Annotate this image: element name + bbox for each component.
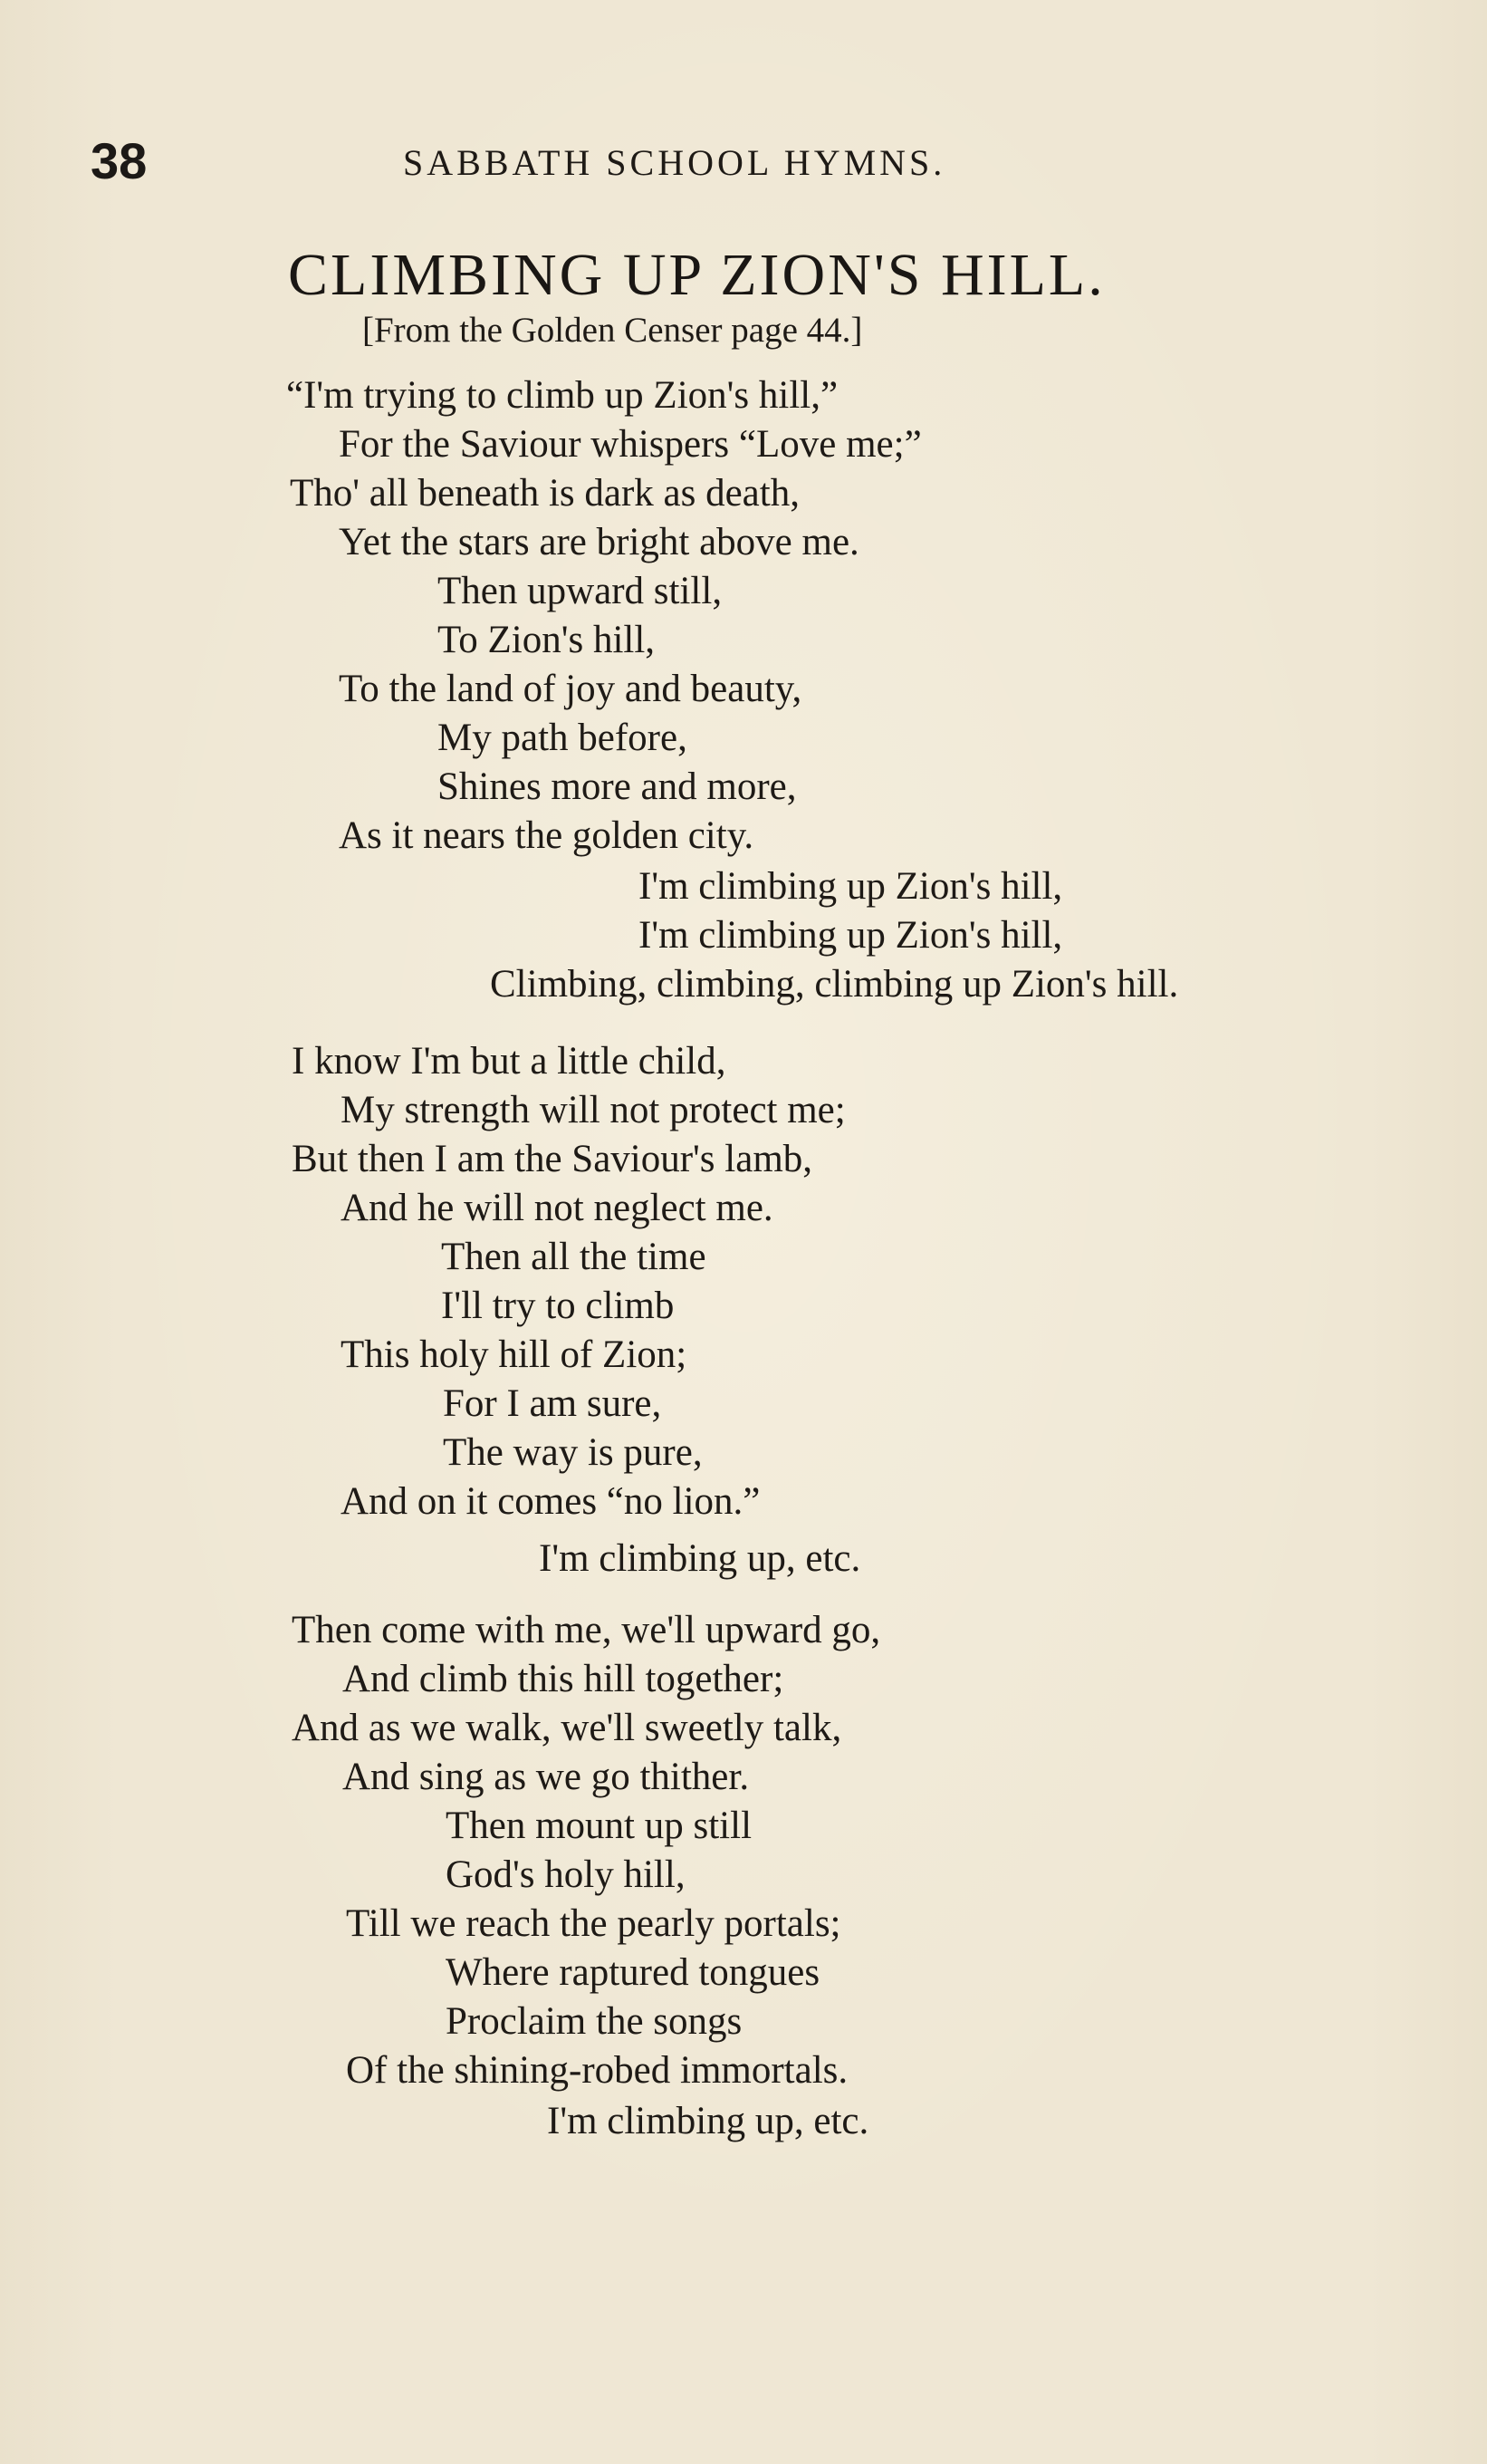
- verse-line: To the land of joy and beauty,: [339, 668, 802, 710]
- verse-line: I'm climbing up, etc.: [539, 1537, 861, 1580]
- verse-line: Climbing, climbing, climbing up Zion's hill.: [490, 963, 1179, 1006]
- hymn-title: CLIMBING UP ZION'S HILL.: [288, 242, 1106, 308]
- verse-line: Yet the stars are bright above me.: [339, 521, 859, 563]
- verse-line: I'm climbing up, etc.: [547, 2100, 869, 2142]
- verse-line: Of the shining-robed immortals.: [346, 2049, 849, 2092]
- verse-line: The way is pure,: [443, 1431, 703, 1474]
- verse-line: For I am sure,: [443, 1382, 662, 1425]
- verse-line: I know I'm but a little child,: [292, 1040, 726, 1083]
- verse-line: Where raptured tongues: [446, 1951, 820, 1994]
- verse-line: And he will not neglect me.: [341, 1187, 773, 1229]
- verse-line: God's holy hill,: [446, 1853, 686, 1896]
- verse-line: But then I am the Saviour's lamb,: [292, 1138, 813, 1180]
- verse-line: My path before,: [437, 717, 687, 759]
- verse-line: Then mount up still: [446, 1805, 753, 1847]
- verse-line: For the Saviour whispers “Love me;”: [339, 423, 922, 466]
- running-head: SABBATH SCHOOL HYMNS.: [403, 142, 946, 183]
- verse-line: And on it comes “no lion.”: [341, 1480, 761, 1523]
- verse-line: Then all the time: [441, 1236, 706, 1278]
- verse-line: Till we reach the pearly portals;: [346, 1902, 841, 1945]
- verse-line: “I'm trying to climb up Zion's hill,”: [286, 374, 839, 417]
- hymn-source: [From the Golden Censer page 44.]: [362, 311, 863, 350]
- page-number: 38: [91, 132, 148, 189]
- verse-line: And climb this hill together;: [342, 1658, 784, 1700]
- verse-line: This holy hill of Zion;: [341, 1333, 687, 1376]
- verse-line: I'm climbing up Zion's hill,: [638, 914, 1063, 957]
- verse-line: My strength will not protect me;: [341, 1089, 846, 1131]
- verse-line: Tho' all beneath is dark as death,: [290, 472, 800, 515]
- verse-line: Then come with me, we'll upward go,: [292, 1609, 881, 1651]
- verse-line: Proclaim the songs: [446, 2000, 743, 2043]
- verse-line: Shines more and more,: [437, 765, 797, 808]
- verse-line: To Zion's hill,: [437, 619, 656, 661]
- verse-line: I'll try to climb: [441, 1285, 675, 1327]
- verse-line: As it nears the golden city.: [339, 814, 754, 857]
- verse-line: Then upward still,: [437, 570, 723, 612]
- verse-line: I'm climbing up Zion's hill,: [638, 865, 1063, 908]
- verse-line: And sing as we go thither.: [342, 1756, 750, 1798]
- verse-line: And as we walk, we'll sweetly talk,: [292, 1707, 842, 1749]
